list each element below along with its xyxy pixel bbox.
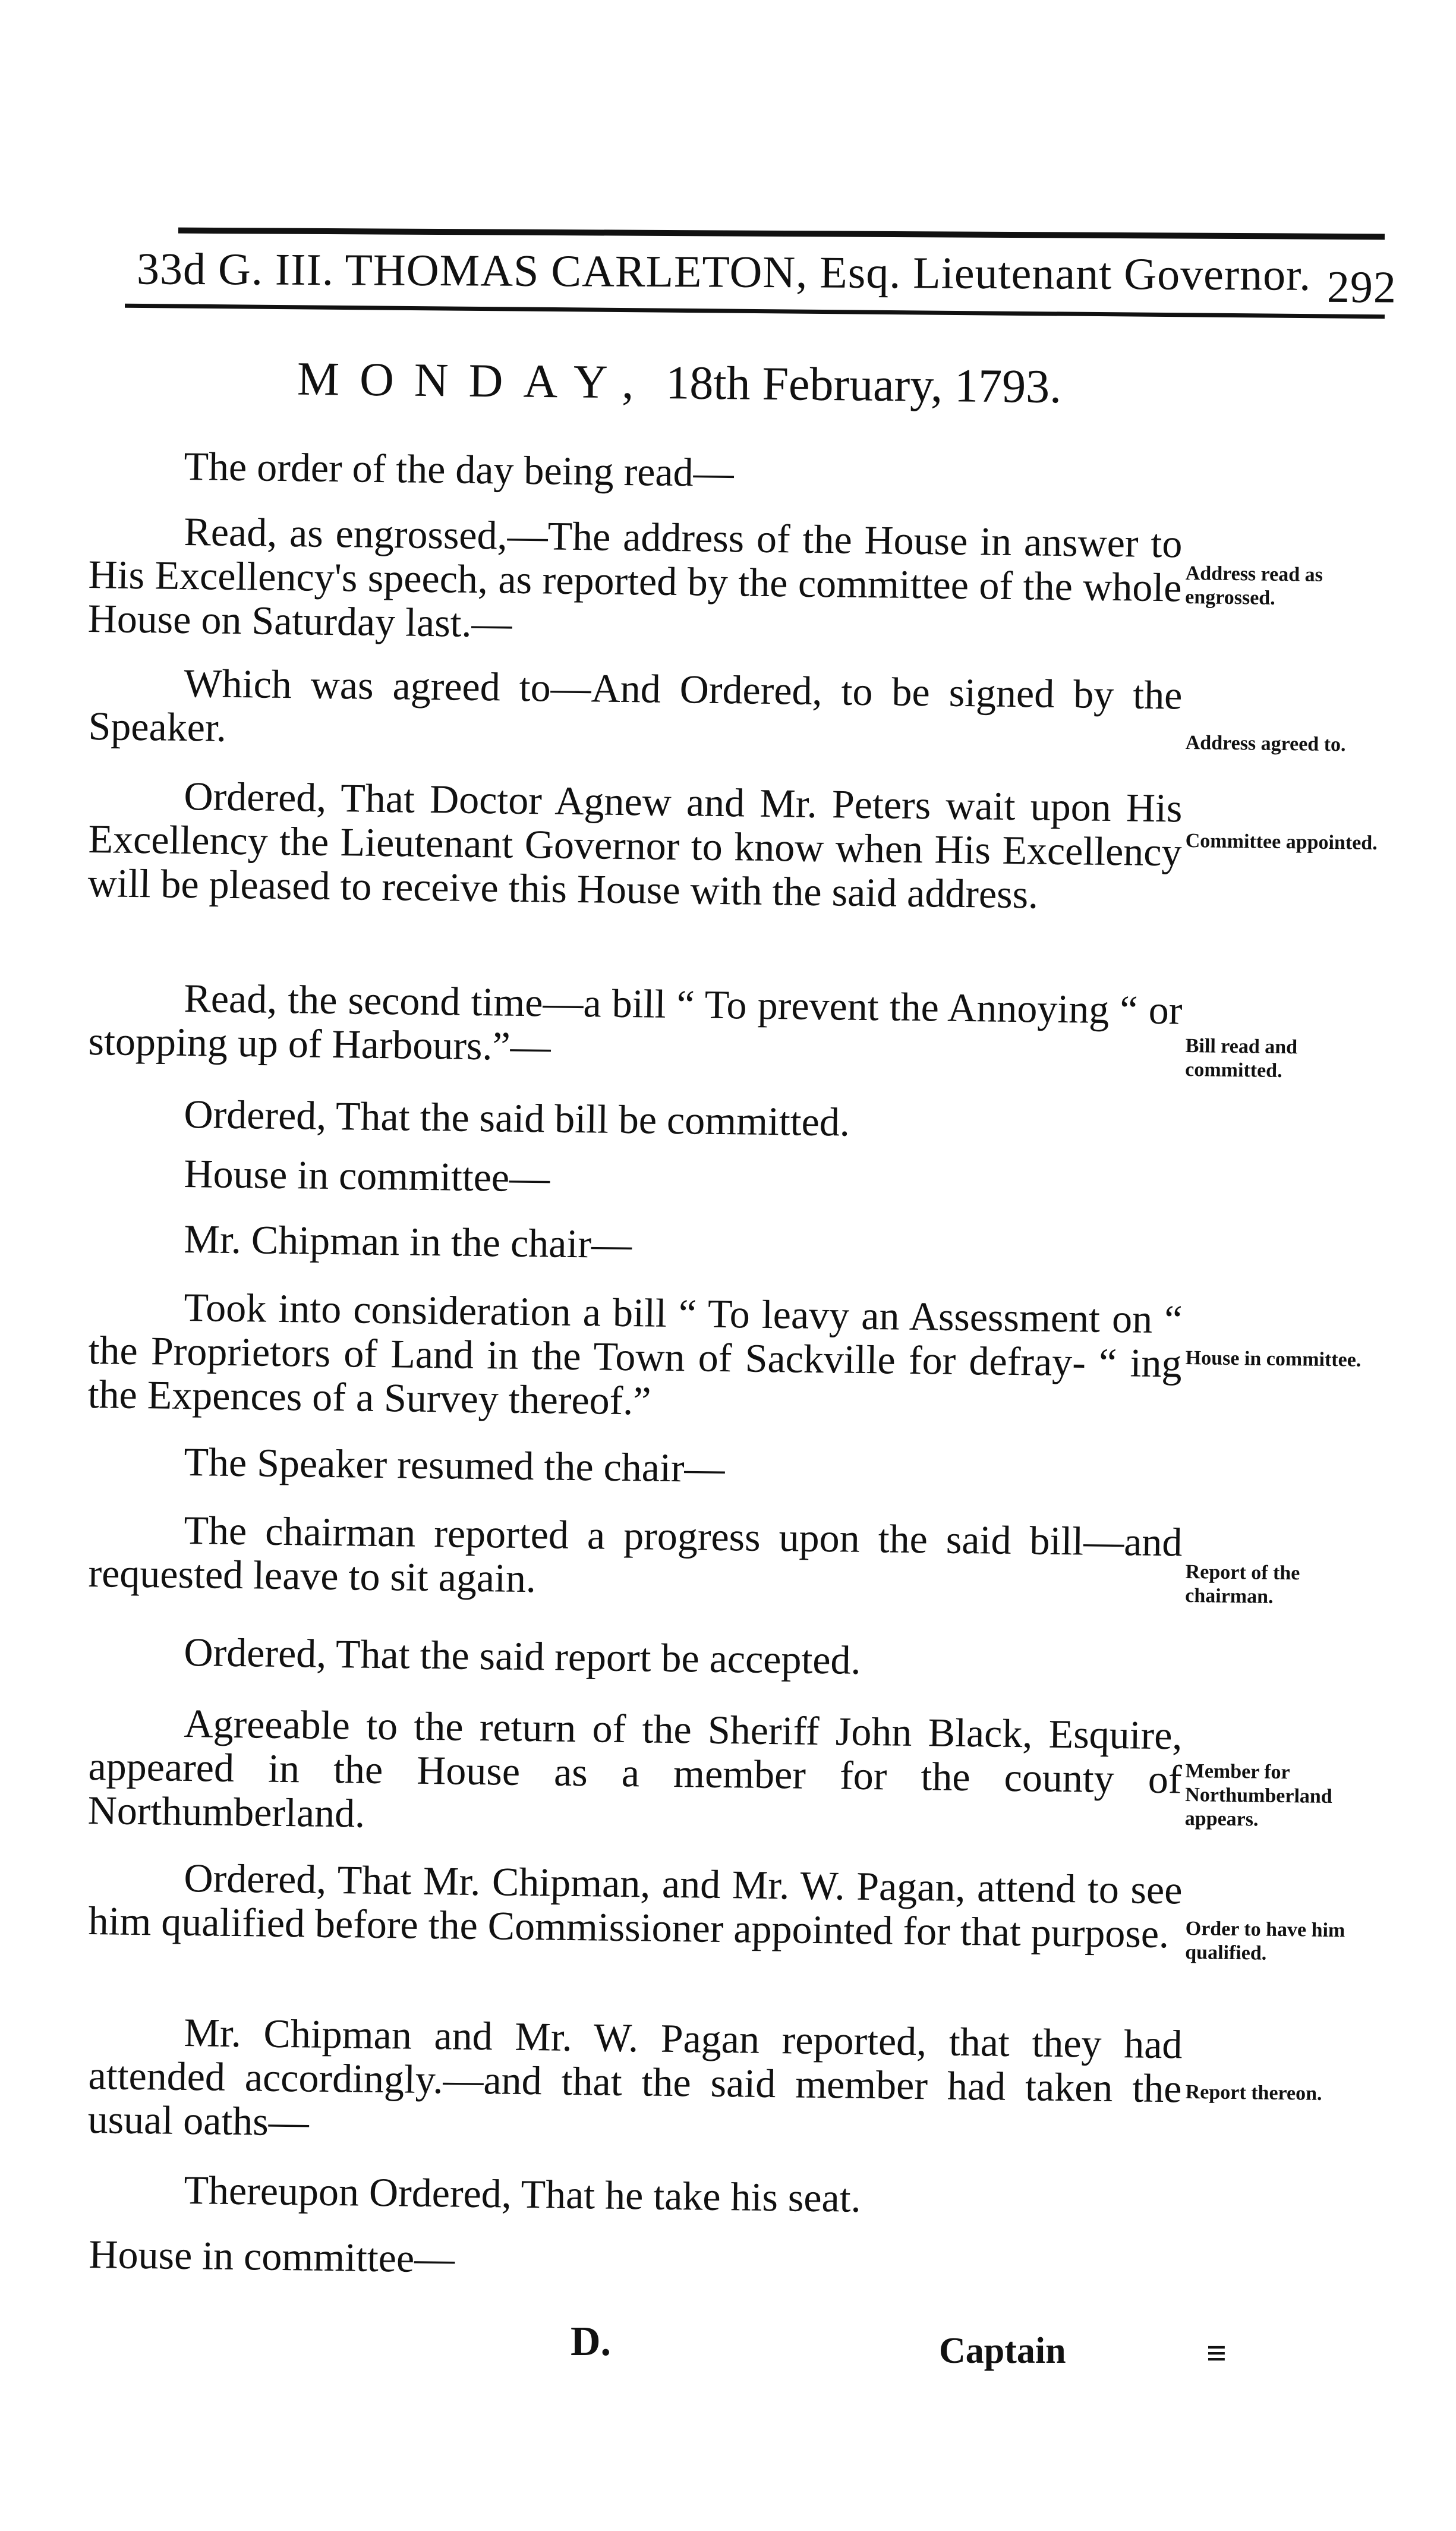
margin-note: Address read as engrossed. bbox=[1185, 562, 1323, 609]
margin-note: Address agreed to. bbox=[1185, 731, 1346, 756]
margin-note: Committee appointed. bbox=[1185, 829, 1378, 854]
margin-note: Report of the chairman. bbox=[1185, 1561, 1300, 1608]
paragraph: The order of the day being read— bbox=[184, 443, 735, 496]
page-number: 292 bbox=[1326, 262, 1397, 313]
paragraph: House in committee— bbox=[184, 1150, 550, 1201]
paragraph: Thereupon Ordered, That he take his seat. bbox=[184, 2167, 862, 2221]
margin-note: House in committee. bbox=[1185, 1347, 1362, 1371]
margin-note: Member for Northumberland appears. bbox=[1184, 1760, 1332, 1831]
paragraph: Agreeable to the return of the Sheriff John Black, Esquire, appeared in the House as a member for the county of Northumberland. bbox=[87, 1700, 1183, 1836]
date-heading-date: 18th February, 1793. bbox=[665, 357, 1062, 414]
printer-mark-icon: ≡ bbox=[1206, 2334, 1227, 2373]
paragraph: Ordered, That the said bill be committed. bbox=[184, 1091, 850, 1145]
paragraph: House in committee— bbox=[89, 2231, 455, 2281]
catchword: Captain bbox=[939, 2331, 1066, 2371]
margin-note: Order to have him qualified. bbox=[1185, 1918, 1345, 1965]
date-heading bbox=[297, 352, 1130, 415]
header-text: 33d G. III. THOMAS CARLETON, Esq. Lieutenant Governor. bbox=[136, 244, 1312, 300]
date-heading-day: MONDAY, bbox=[297, 352, 654, 409]
paragraph: The chairman reported a progress upon the said bill—and requested leave to sit again. bbox=[88, 1507, 1183, 1601]
paragraph: Ordered, That Mr. Chipman, and Mr. W. Pagan, attend to see him qualified before the Commissioner appointed for that purpose. bbox=[88, 1855, 1183, 1957]
running-header bbox=[136, 243, 1397, 313]
margin-note: Bill read and committed. bbox=[1185, 1034, 1298, 1082]
signature-mark: D. bbox=[571, 2319, 612, 2365]
margin-note: Report thereon. bbox=[1185, 2081, 1322, 2105]
paragraph: The Speaker resumed the chair— bbox=[184, 1438, 726, 1491]
paragraph: Ordered, That the said report be accepted. bbox=[184, 1629, 862, 1683]
paragraph: Mr. Chipman in the chair— bbox=[184, 1216, 632, 1267]
header-rule-bottom bbox=[125, 304, 1385, 319]
paragraph: Ordered, That Doctor Agnew and Mr. Peters wait upon His Excellency the Lieutenant Governor to know when His Excellency will be pleased to receive this House with the said address. bbox=[87, 773, 1183, 917]
paragraph: Mr. Chipman and Mr. W. Pagan reported, that they had attended accordingly.—and that the said member had taken the usual oaths— bbox=[87, 2009, 1183, 2145]
paragraph: Took into consideration a bill “ To leavy an Assessment on “ the Proprietors of Land in the Town of Sackville for defray- “ ing the Expences of a Survey thereof.” bbox=[87, 1284, 1183, 1424]
paragraph: Read, as engrossed,—The address of the House in answer to His Excellency's speech, as reported by the committee of the whole House on Saturday last.— bbox=[87, 508, 1183, 646]
header-rule-top bbox=[178, 228, 1385, 240]
paragraph: Which was agreed to—And Ordered, to be signed by the Speaker. bbox=[88, 660, 1183, 750]
paragraph: Read, the second time—a bill “ To prevent the Annoying “ or stopping up of Harbours.”— bbox=[88, 975, 1183, 1069]
